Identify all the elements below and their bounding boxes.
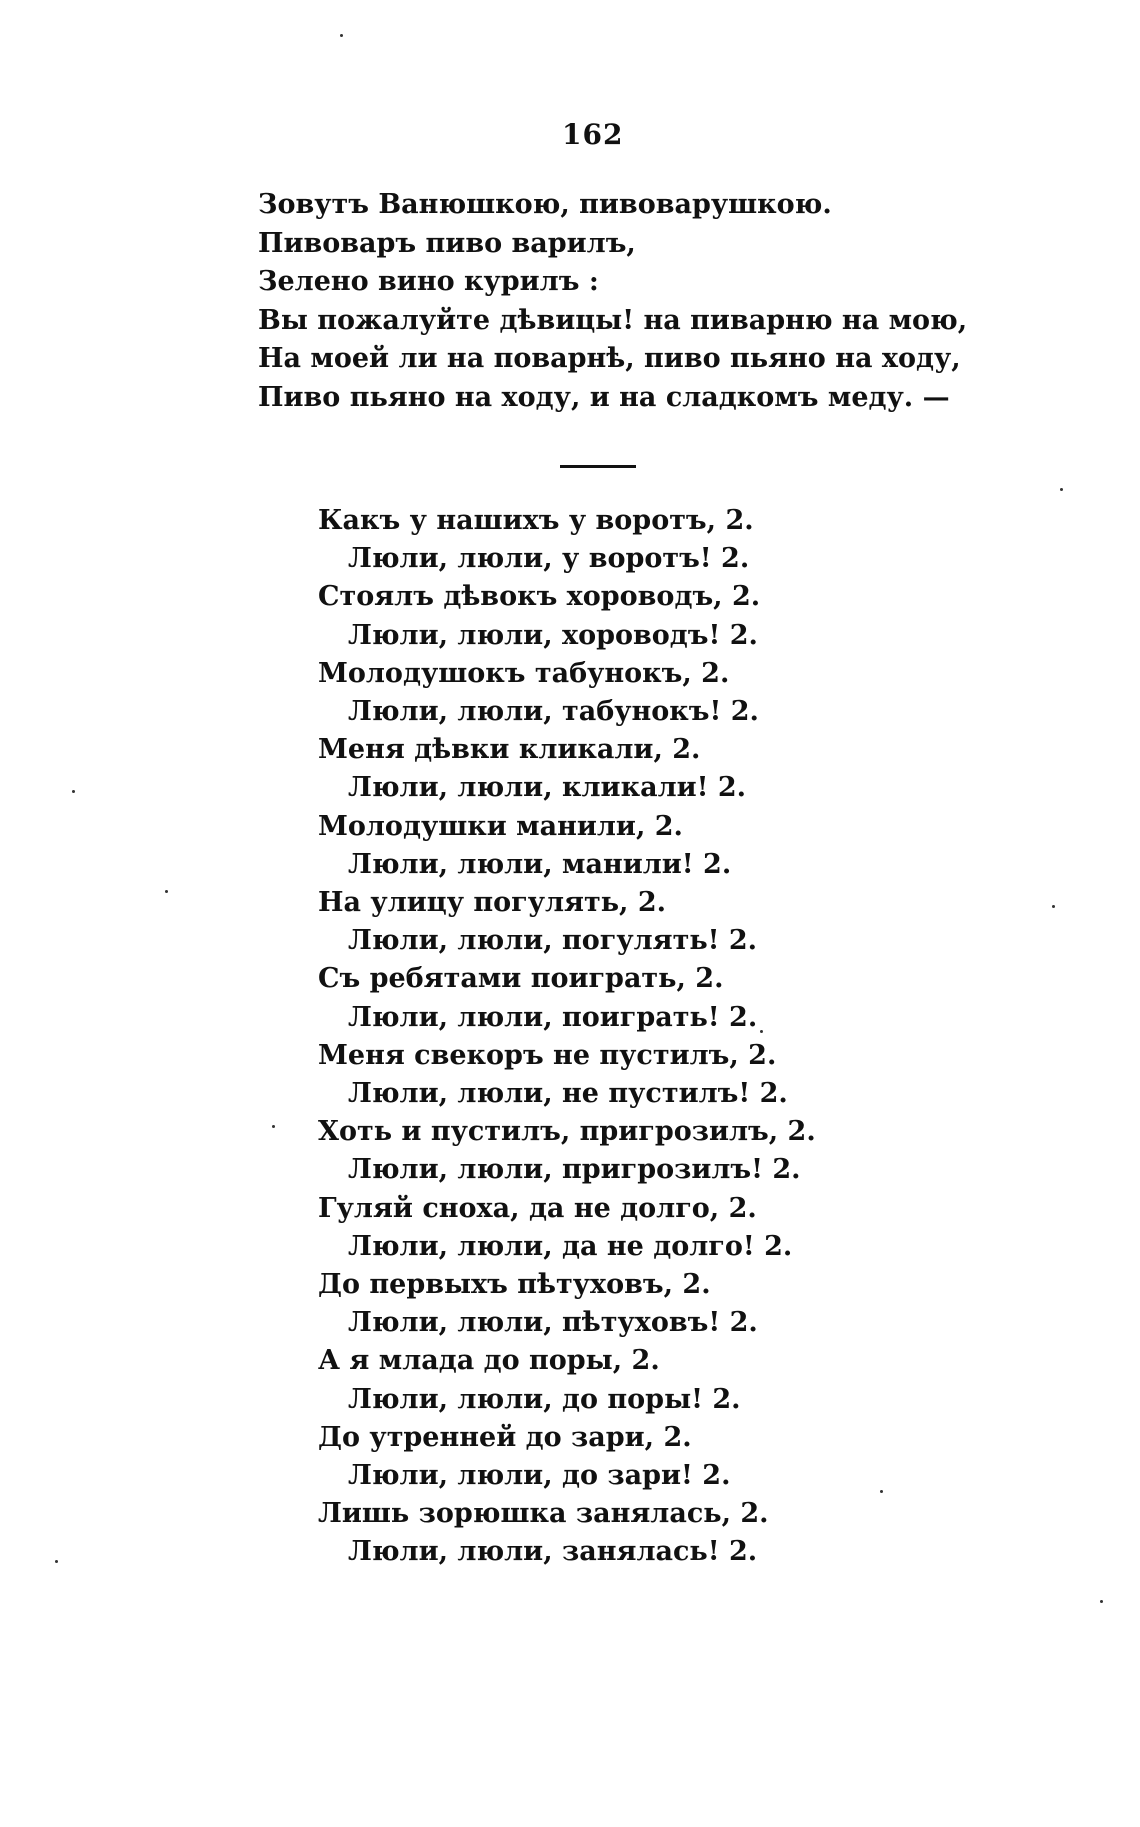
song-refrain-line: Люли, люли, пѣтуховъ! 2.	[348, 1307, 758, 1339]
stanza-line: Пивоваръ пиво варилъ,	[258, 227, 636, 259]
song-refrain-line: Люли, люли, поиграть! 2.	[348, 1001, 758, 1033]
scan-speck	[1052, 905, 1055, 908]
stanza-line: На моей ли на поварнѣ, пиво пьяно на ходу,	[258, 343, 961, 374]
stanza-line: Зовутъ Ванюшкою, пивоварушкою.	[258, 189, 832, 220]
song-refrain-line: Люли, люли, пригрозилъ! 2.	[348, 1154, 801, 1186]
stanza-line: Вы пожалуйте дѣвицы! на пиварню на мою,	[258, 304, 968, 336]
song-refrain-line: Люли, люли, хороводъ! 2.	[348, 619, 758, 651]
song-refrain-line: Люли, люли, до зари! 2.	[348, 1460, 731, 1492]
stanza-line: Пиво пьяно на ходу, и на сладкомъ меду. —	[258, 381, 950, 413]
song-verse-line: До утренней до зари, 2.	[318, 1421, 692, 1453]
section-divider	[560, 465, 636, 468]
song-verse-line: Лишь зорюшка занялась, 2.	[318, 1498, 769, 1530]
song-refrain-line: Люли, люли, табунокъ! 2.	[348, 696, 759, 728]
scan-speck	[760, 1030, 763, 1033]
page-number: 162	[562, 118, 624, 151]
song-verse-line: На улицу погулять, 2.	[318, 887, 667, 919]
top-stanza	[258, 186, 968, 417]
scan-speck	[880, 1490, 883, 1493]
song-refrain-line: Люли, люли, занялась! 2.	[348, 1536, 758, 1568]
song-verse-line: Гуляй сноха, да не долго, 2.	[318, 1192, 757, 1224]
song-refrain-line: Люли, люли, до поры! 2.	[348, 1383, 741, 1415]
song-verse-line: Меня дѣвки кликали, 2.	[318, 734, 701, 766]
song-verse-line: А я млада до поры, 2.	[318, 1345, 660, 1377]
song-refrain-line: Люли, люли, не пустилъ! 2.	[348, 1078, 788, 1110]
song-verse-line: Хоть и пустилъ, пригрозилъ, 2.	[318, 1116, 816, 1148]
song-refrain-line: Люли, люли, да не долго! 2.	[348, 1230, 793, 1262]
song-refrain-line: Люли, люли, у воротъ! 2.	[348, 543, 750, 575]
scan-speck	[55, 1560, 58, 1563]
song	[318, 502, 918, 1572]
scan-speck	[72, 790, 75, 793]
song-verse-line: До первыхъ пѣтуховъ, 2.	[318, 1269, 711, 1301]
song-verse-line: Какъ у нашихъ у воротъ, 2.	[318, 505, 754, 536]
song-verse-line: Молодушокъ табунокъ, 2.	[318, 657, 730, 689]
scan-speck	[1060, 488, 1063, 491]
scan-speck	[1100, 1600, 1103, 1603]
song-refrain-line: Люли, люли, кликали! 2.	[348, 772, 747, 804]
song-verse-line: Стоялъ дѣвокъ хороводъ, 2.	[318, 581, 761, 613]
song-refrain-line: Люли, люли, погулять! 2.	[348, 925, 758, 957]
scan-speck	[340, 34, 343, 37]
song-refrain-line: Люли, люли, манили! 2.	[348, 848, 732, 880]
song-verse-line: Съ ребятами поиграть, 2.	[318, 963, 724, 995]
scan-speck	[272, 1125, 275, 1128]
song-verse-line: Меня свекоръ не пустилъ, 2.	[318, 1039, 777, 1071]
song-verse-line: Молодушки манили, 2.	[318, 810, 683, 842]
scan-speck	[165, 890, 168, 893]
stanza-line: Зелено вино курилъ :	[258, 266, 599, 297]
